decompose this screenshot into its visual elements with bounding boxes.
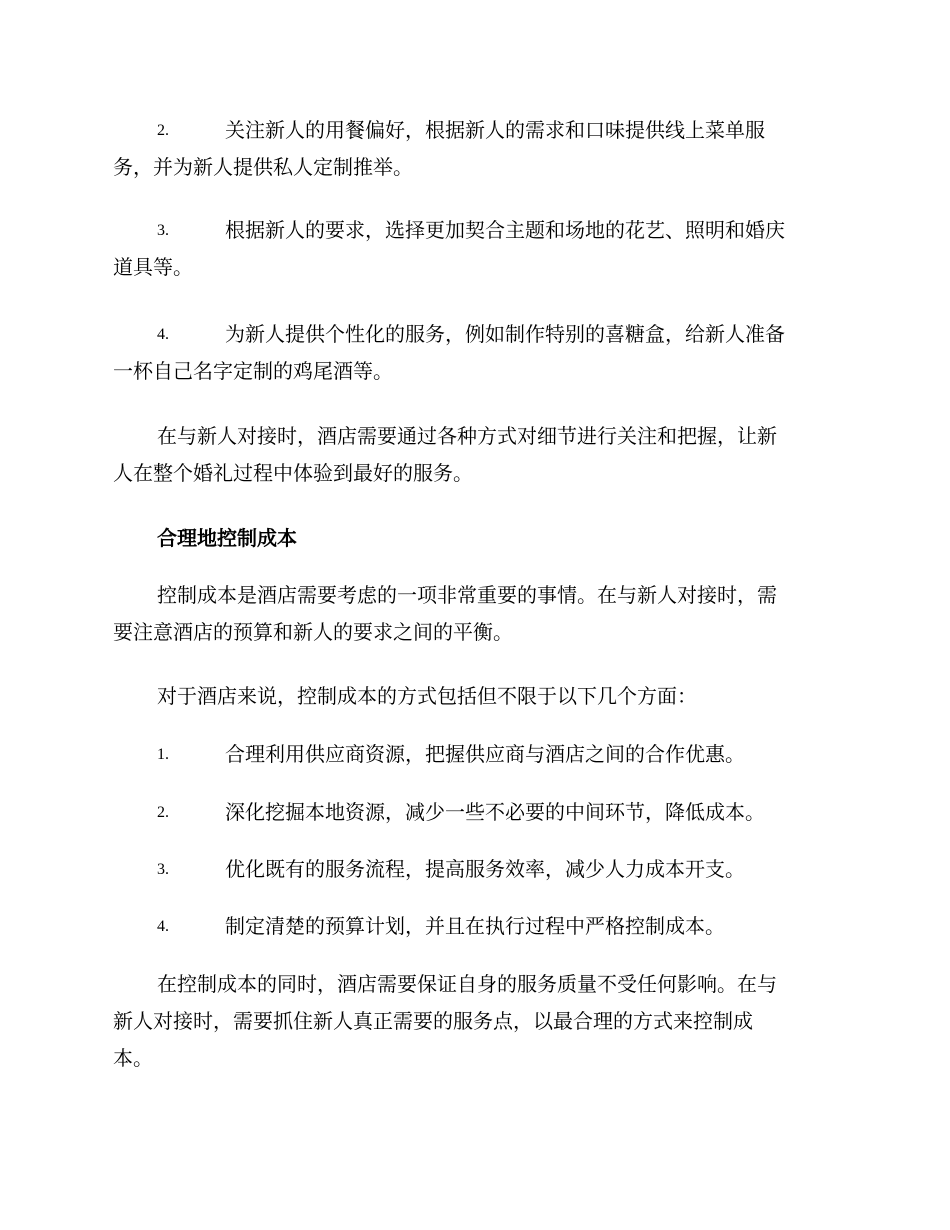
list-text-line: 一杯自己名字定制的鸡尾酒等。 xyxy=(113,359,393,383)
list-item xyxy=(113,794,835,831)
paragraph xyxy=(113,678,835,715)
section-heading: 合理地控制成本 xyxy=(157,526,297,550)
list-item xyxy=(113,316,835,390)
list-number: 4. xyxy=(157,326,169,343)
list-text-line: 务，并为新人提供私人定制推举。 xyxy=(113,155,413,179)
paragraph-line: 要注意酒店的预算和新人的要求之间的平衡。 xyxy=(113,620,513,644)
list-item xyxy=(113,736,835,773)
paragraph-line: 控制成本是酒店需要考虑的一项非常重要的事情。在与新人对接时，需 xyxy=(157,583,777,607)
list-number: 3. xyxy=(157,861,169,878)
paragraph-line: 新人对接时，需要抓住新人真正需要的服务点，以最合理的方式来控制成 xyxy=(113,1009,753,1033)
paragraph-line: 在与新人对接时，酒店需要通过各种方式对细节进行关注和把握，让新 xyxy=(157,424,777,448)
paragraph xyxy=(113,418,835,492)
list-text-line: 为新人提供个性化的服务，例如制作特别的喜糖盒，给新人准备 xyxy=(225,322,785,346)
list-text-line: 根据新人的要求，选择更加契合主题和场地的花艺、照明和婚庆 xyxy=(225,218,785,242)
list-text-line: 道具等。 xyxy=(113,255,193,279)
paragraph-line: 人在整个婚礼过程中体验到最好的服务。 xyxy=(113,461,473,485)
paragraph-line: 在控制成本的同时，酒店需要保证自身的服务质量不受任何影响。在与 xyxy=(157,972,777,996)
list-text-line: 优化既有的服务流程，提高服务效率，减少人力成本开支。 xyxy=(225,857,745,881)
list-item xyxy=(113,851,835,888)
list-item xyxy=(113,212,835,286)
list-text-line: 深化挖掘本地资源，减少一些不必要的中间环节，降低成本。 xyxy=(225,800,765,824)
list-number: 2. xyxy=(157,804,169,821)
list-number: 3. xyxy=(157,222,169,239)
list-item xyxy=(113,908,835,945)
list-number: 2. xyxy=(157,122,169,139)
list-text-line: 关注新人的用餐偏好，根据新人的需求和口味提供线上菜单服 xyxy=(225,118,765,142)
paragraph-line: 对于酒店来说，控制成本的方式包括但不限于以下几个方面： xyxy=(157,684,697,708)
paragraph-line: 本。 xyxy=(113,1046,153,1070)
list-item xyxy=(113,112,835,186)
paragraph xyxy=(113,577,835,651)
list-number: 4. xyxy=(157,918,169,935)
list-number: 1. xyxy=(157,746,169,763)
list-text-line: 合理利用供应商资源，把握供应商与酒店之间的合作优惠。 xyxy=(225,742,745,766)
paragraph xyxy=(113,966,835,1077)
list-text-line: 制定清楚的预算计划，并且在执行过程中严格控制成本。 xyxy=(225,914,725,938)
